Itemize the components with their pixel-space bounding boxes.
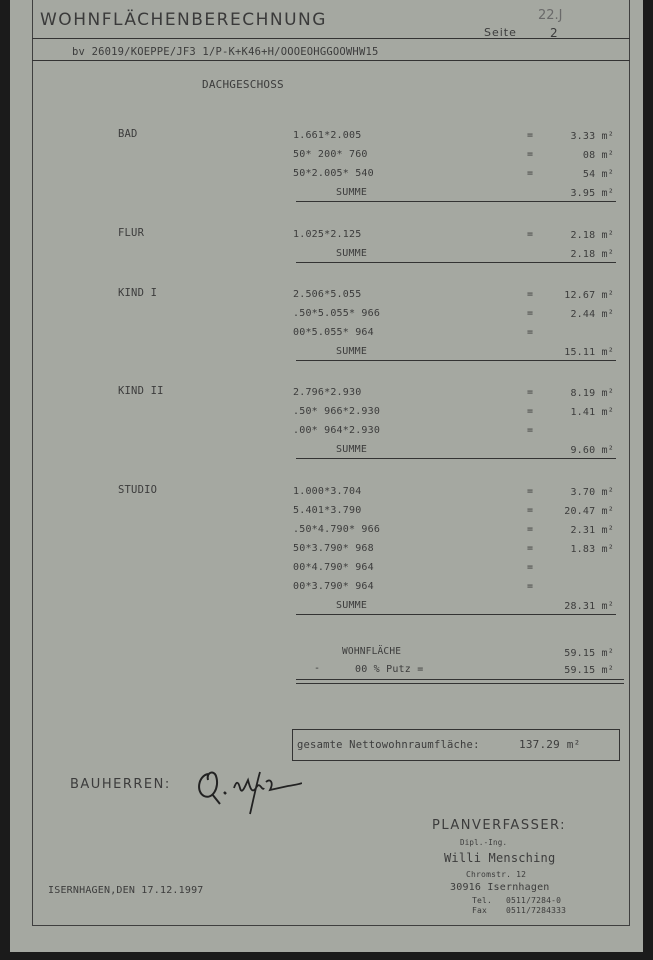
planverfasser-fax-label: Fax: [472, 906, 488, 915]
room-result: 54 m²: [582, 169, 614, 180]
place-and-date: ISERNHAGEN,DEN 17.12.1997: [48, 885, 204, 896]
planverfasser-street: Chromstr. 12: [466, 870, 527, 879]
room-result: 2.44 m²: [570, 309, 614, 320]
room-equals-sign: =: [527, 387, 534, 398]
room-equals-sign: =: [527, 505, 534, 516]
room-formula: 00*3.790* 964: [293, 581, 374, 592]
room-formula: 50*2.005* 540: [293, 168, 374, 179]
room-name: FLUR: [118, 227, 145, 239]
planverfasser-name: Willi Mensching: [444, 851, 556, 865]
sum-label: SUMME: [336, 444, 368, 455]
room-equals-sign: =: [527, 289, 534, 300]
totals-rule-2: [296, 683, 624, 684]
room-equals-sign: =: [527, 168, 534, 179]
room-formula: 5.401*3.790: [293, 505, 362, 516]
totals-rule-1: [296, 679, 624, 680]
room-formula: .50*5.055* 966: [293, 308, 381, 319]
room-formula: 00*5.055* 964: [293, 327, 374, 338]
sum-value: 28.31 m²: [564, 601, 614, 612]
room-result: 8.19 m²: [570, 388, 614, 399]
sum-value: 3.95 m²: [570, 188, 614, 199]
bauherren-signature: [190, 758, 302, 818]
room-equals-sign: =: [527, 524, 534, 535]
room-equals-sign: =: [527, 308, 534, 319]
room-result: 1.41 m²: [570, 407, 614, 418]
room-formula: .50*4.790* 966: [293, 524, 381, 535]
room-equals-sign: =: [527, 543, 534, 554]
planverfasser-tel: 0511/7284-0: [506, 896, 562, 905]
net-area-box: [292, 729, 620, 761]
room-result: 1.83 m²: [570, 544, 614, 555]
room-name: BAD: [118, 128, 138, 140]
page-label: Seite: [484, 26, 517, 39]
sum-label: SUMME: [336, 600, 368, 611]
putz-prefix: -: [314, 663, 321, 674]
wohnflaeche-label: WOHNFLÄCHE: [342, 646, 402, 657]
room-equals-sign: =: [527, 130, 534, 141]
net-area-label: gesamte Nettowohnraumfläche:: [297, 739, 480, 751]
bauherren-label: BAUHERREN:: [70, 777, 171, 792]
room-result: 3.33 m²: [570, 131, 614, 142]
net-area-value: 137.29 m²: [519, 738, 581, 751]
room-equals-sign: =: [527, 406, 534, 417]
room-equals-sign: =: [527, 149, 534, 160]
room-name: STUDIO: [118, 484, 158, 496]
room-name: KIND I: [118, 287, 158, 299]
sum-value: 15.11 m²: [564, 347, 614, 358]
paper-sheet: [10, 0, 643, 952]
room-formula: 2.506*5.055: [293, 289, 362, 300]
planverfasser-fax: 0511/7284333: [506, 906, 567, 915]
room-formula: 50*3.790* 968: [293, 543, 374, 554]
room-name: KIND II: [118, 385, 164, 397]
form-title: WOHNFLÄCHENBERECHNUNG: [40, 10, 327, 30]
room-formula: .00* 964*2.930: [293, 425, 381, 436]
room-equals-sign: =: [527, 581, 534, 592]
room-result: 20.47 m²: [564, 506, 614, 517]
sum-value: 2.18 m²: [570, 249, 614, 260]
room-formula: 50* 200* 760: [293, 149, 368, 160]
putz-label: 00 % Putz =: [355, 664, 424, 675]
room-formula: .50* 966*2.930: [293, 406, 381, 417]
header-rule-2: [32, 60, 630, 61]
header-rule-1: [32, 38, 630, 39]
room-result: 12.67 m²: [564, 290, 614, 301]
wohnflaeche-value: 59.15 m²: [564, 648, 614, 659]
corner-note: 22.J: [538, 8, 563, 23]
page-number: 2: [550, 26, 558, 40]
sum-label: SUMME: [336, 346, 368, 357]
project-reference: bv 26019/KOEPPE/JF3 1/P-K+K46+H/OOOEOHGGOOWHW15: [72, 46, 379, 58]
room-result: 08 m²: [582, 150, 614, 161]
sum-label: SUMME: [336, 187, 368, 198]
sum-value: 9.60 m²: [570, 445, 614, 456]
sum-rule: [296, 360, 616, 361]
room-formula: 1.025*2.125: [293, 229, 362, 240]
room-equals-sign: =: [527, 229, 534, 240]
room-formula: 1.661*2.005: [293, 130, 362, 141]
room-equals-sign: =: [527, 486, 534, 497]
sum-rule: [296, 458, 616, 459]
sum-label: SUMME: [336, 248, 368, 259]
room-result: 3.70 m²: [570, 487, 614, 498]
room-result: 2.31 m²: [570, 525, 614, 536]
planverfasser-label: PLANVERFASSER:: [432, 818, 567, 833]
room-formula: 00*4.790* 964: [293, 562, 374, 573]
sum-rule: [296, 614, 616, 615]
room-equals-sign: =: [527, 425, 534, 436]
room-equals-sign: =: [527, 562, 534, 573]
sum-rule: [296, 262, 616, 263]
room-formula: 1.000*3.704: [293, 486, 362, 497]
planverfasser-city: 30916 Isernhagen: [450, 882, 550, 893]
planverfasser-title: Dipl.-Ing.: [460, 838, 508, 847]
room-result: 2.18 m²: [570, 230, 614, 241]
planverfasser-tel-label: Tel.: [472, 896, 493, 905]
sum-rule: [296, 201, 616, 202]
room-equals-sign: =: [527, 327, 534, 338]
floor-heading: DACHGESCHOSS: [202, 78, 284, 91]
putz-value: 59.15 m²: [564, 665, 614, 676]
room-formula: 2.796*2.930: [293, 387, 362, 398]
